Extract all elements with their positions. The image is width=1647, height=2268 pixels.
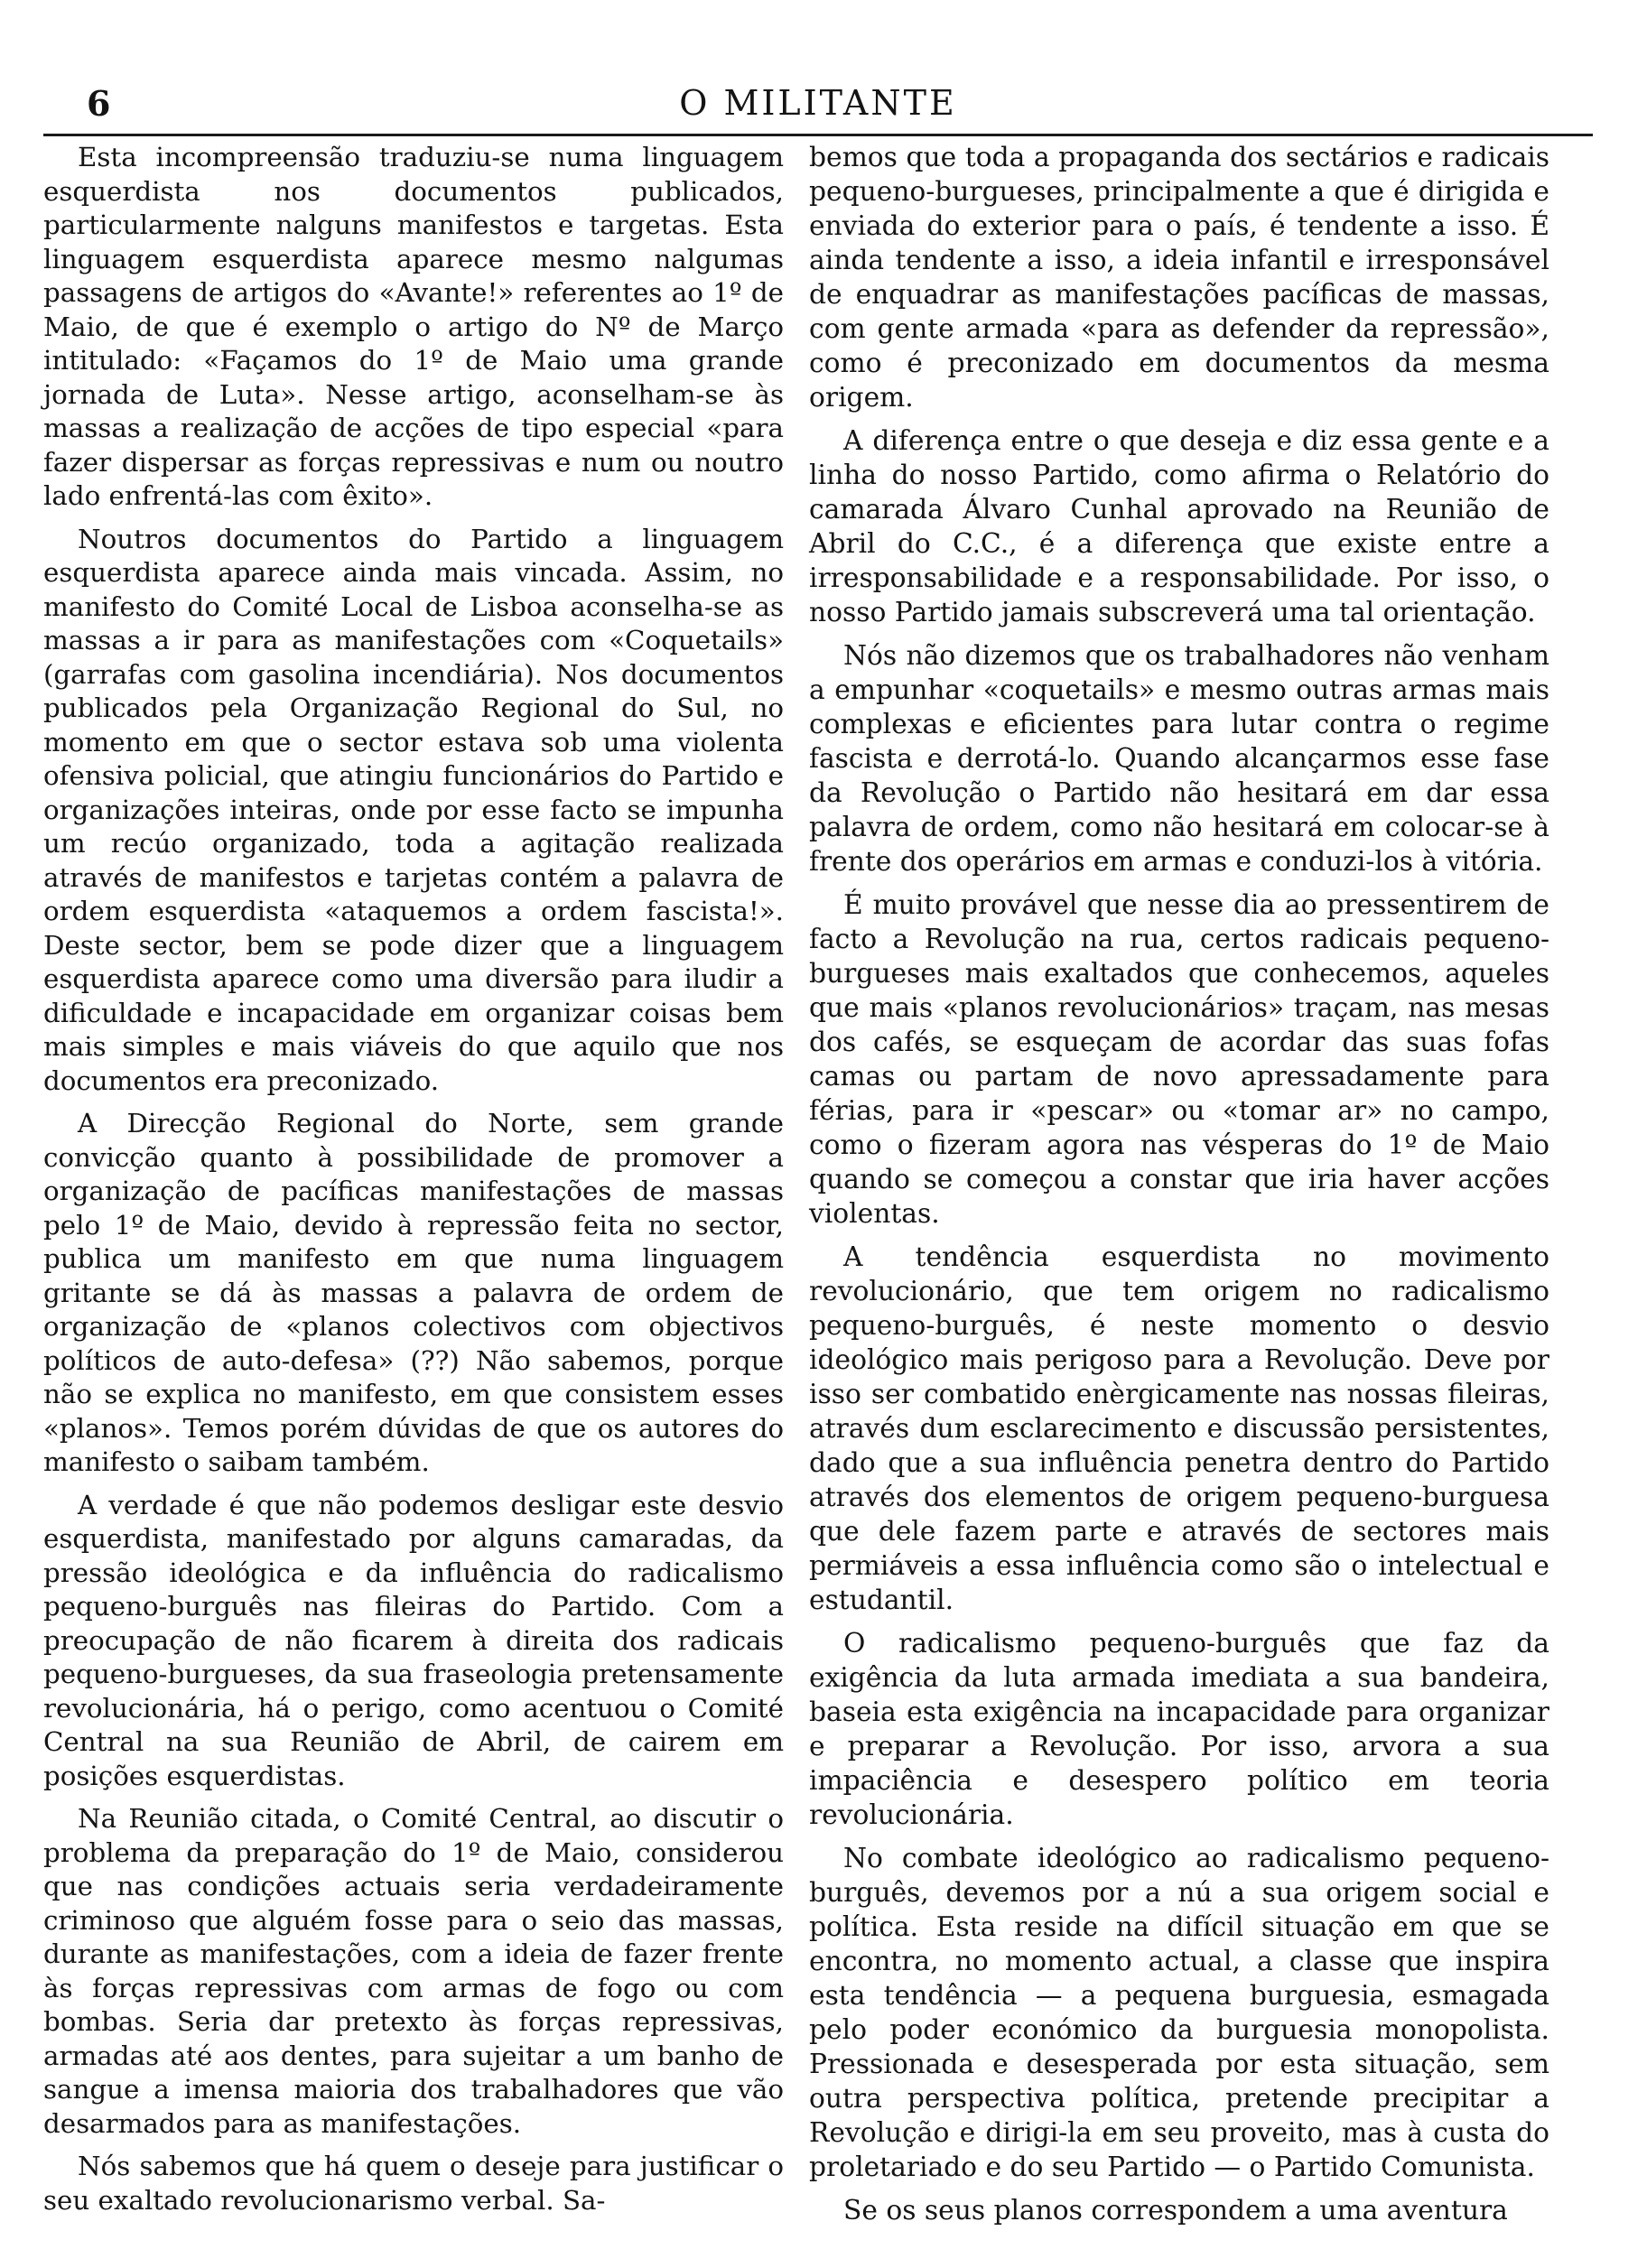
- paragraph: A verdade é que não podemos desligar este desvio esquerdista, manifestado por alguns camaradas, da pressão ideológica e da influência do radicalismo pequeno-burguês nas fileiras do Partido. Com a preocupação de não ficarem à direita dos radicais pequeno-burgueses, da sua fraseologia pretensamente revolucionária, há o perigo, como acentuou o Comité Central na sua Reunião de Abril, de cairem em posições esquerdistas.: [43, 1489, 784, 1791]
- paragraph: Esta incompreensão traduziu-se numa linguagem esquerdista nos documentos publicados, particularmente nalguns manifestos e targetas. Esta linguagem esquerdista aparece mesmo nalgumas passagens de artigos do «Avante!» referentes ao 1º de Maio, de que é exemplo o artigo do Nº de Março intitulado: «Façamos do 1º de Maio uma grande jornada de Luta». Nesse artigo, aconselham-se às massas a realização de acções de tipo especial «para fazer dispersar as forças repressivas e num ou noutro lado enfrentá-las com êxito».: [43, 142, 784, 511]
- running-title: O MILITANTE: [679, 83, 957, 123]
- header-rule: [43, 134, 1593, 136]
- paragraph: O radicalismo pequeno-burguês que faz da exigência da luta armada imediata a sua bandeira, baseia esta exigência na incapacidade para organizar e preparar a Revolução. Por isso, arvora a sua impaciência e desespero político em teoria revolucionária.: [809, 1628, 1549, 1831]
- left-column: [43, 141, 784, 2226]
- paragraph: A diferença entre o que deseja e diz essa gente e a linha do nosso Partido, como afirma o Relatório do camarada Álvaro Cunhal aprovado na Reunião de Abril do C.C., é a diferença que existe entre a irresponsabilidade e a responsabilidade. Por isso, o nosso Partido jamais subscreverá uma tal orientação.: [809, 425, 1549, 628]
- page-number: 6: [87, 83, 111, 124]
- paragraph: No combate ideológico ao radicalismo pequeno-burguês, devemos por a nú a sua origem social e política. Esta reside na difícil situação em que se encontra, no momento actual, a classe que inspira esta tendência — a pequena burguesia, esmagada pelo poder económico da burguesia monopolista. Pressionada e desesperada por esta situação, sem outra perspectiva política, pretende precipitar a Revolução e dirigi-la em seu proveito, mas à custa do proletariado e do seu Partido — o Partido Comunista.: [809, 1843, 1549, 2183]
- paragraph-continued: bemos que toda a propaganda dos sectários e radicais pequeno-burgueses, principalmente a que é dirigida e enviada do exterior para o país, é tendente a isso. É ainda tendente a isso, a ideia infantil e irresponsável de enquadrar as manifestações pacíficas de massas, com gente armada «para as defender da repressão», como é preconizado em documentos da mesma origem.: [809, 142, 1549, 414]
- paragraph: Noutros documentos do Partido a linguagem esquerdista aparece ainda mais vincada. Assim, no manifesto do Comité Local de Lisboa aconselha-se as massas a ir para as manifestações com «Coquetails» (garrafas com gasolina incendiária). Nos documentos publicados pela Organização Regional do Sul, no momento em que o sector estava sob uma violenta ofensiva policial, que atingiu funcionários do Partido e organizações inteiras, onde por esse facto se impunha um recúo organizado, toda a agitação realizada através de manifestos e tarjetas contém a palavra de ordem esquerdista «ataquemos a ordem fascista!». Deste sector, bem se pode dizer que a linguagem esquerdista aparece como uma diversão para iludir a dificuldade e incapacidade em organizar coisas bem mais simples e mais viáveis do que aquilo que nos documentos era preconizado.: [43, 523, 784, 1096]
- paragraph: A Direcção Regional do Norte, sem grande convicção quanto à possibilidade de promover a organização de pacíficas manifestações de massas pelo 1º de Maio, devido à repressão feita no sector, publica um manifesto em que numa linguagem gritante se dá às massas a palavra de ordem de organização de «planos colectivos com objectivos políticos de auto-defesa» (??) Não sabemos, porque não se explica no manifesto, em que consistem esses «planos». Temos porém dúvidas de que os autores do manifesto o saibam também.: [43, 1108, 784, 1477]
- paragraph: Se os seus planos correspondem a uma aventura: [843, 2195, 1508, 2226]
- paragraph: É muito provável que nesse dia ao pressentirem de facto a Revolução na rua, certos radicais pequeno-burgueses mais exaltados que conhecemos, aqueles que mais «planos revolucionários» traçam, nas mesas dos cafés, se esqueçam de acordar das suas fofas camas ou partam de novo apressadamente para férias, para ir «pescar» ou «tomar ar» no campo, como o fizeram agora nas vésperas do 1º de Maio quando se começou a constar que iria haver acções violentas.: [809, 889, 1549, 1230]
- paragraph: Na Reunião citada, o Comité Central, ao discutir o problema da preparação do 1º de Maio, considerou que nas condições actuais seria verdadeiramente criminoso que alguém fosse para o seio das massas, durante as manifestações, com a ideia de fazer frente às forças repressivas com armas de fogo ou com bombas. Seria dar pretexto às forças repressivas, armadas até aos dentes, para sujeitar a um banho de sangue a imensa maioria dos trabalhadores que vão desarmados para as manifestações.: [43, 1803, 784, 2139]
- page-header: [43, 83, 1593, 134]
- paragraph: Nós não dizemos que os trabalhadores não venham a empunhar «coquetails» e mesmo outras armas mais complexas e eficientes para lutar contra o regime fascista e derrotá-lo. Quando alcançarmos esse fase da Revolução o Partido não hesitará em dar essa palavra de ordem, como não hesitará em colocar-se à frente dos operários em armas e conduzi-los à vitória.: [809, 640, 1549, 878]
- paragraph: A tendência esquerdista no movimento revolucionário, que tem origem no radicalismo pequeno-burguês, é neste momento o desvio ideológico mais perigoso para a Revolução. Deve por isso ser combatido enèrgicamente nas nossas fileiras, através dum esclarecimento e discussão persistentes, dado que a sua influência penetra dentro do Partido através dos elementos de origem pequeno-burguesa que dele fazem parte e através de sectores mais permiáveis a essa influência como são o intelectual e estudantil.: [809, 1241, 1549, 1616]
- paragraph: Nós sabemos que há quem o deseje para justificar o seu exaltado revolucionarismo verbal. Sa-: [43, 2151, 784, 2216]
- right-column: [809, 141, 1549, 2237]
